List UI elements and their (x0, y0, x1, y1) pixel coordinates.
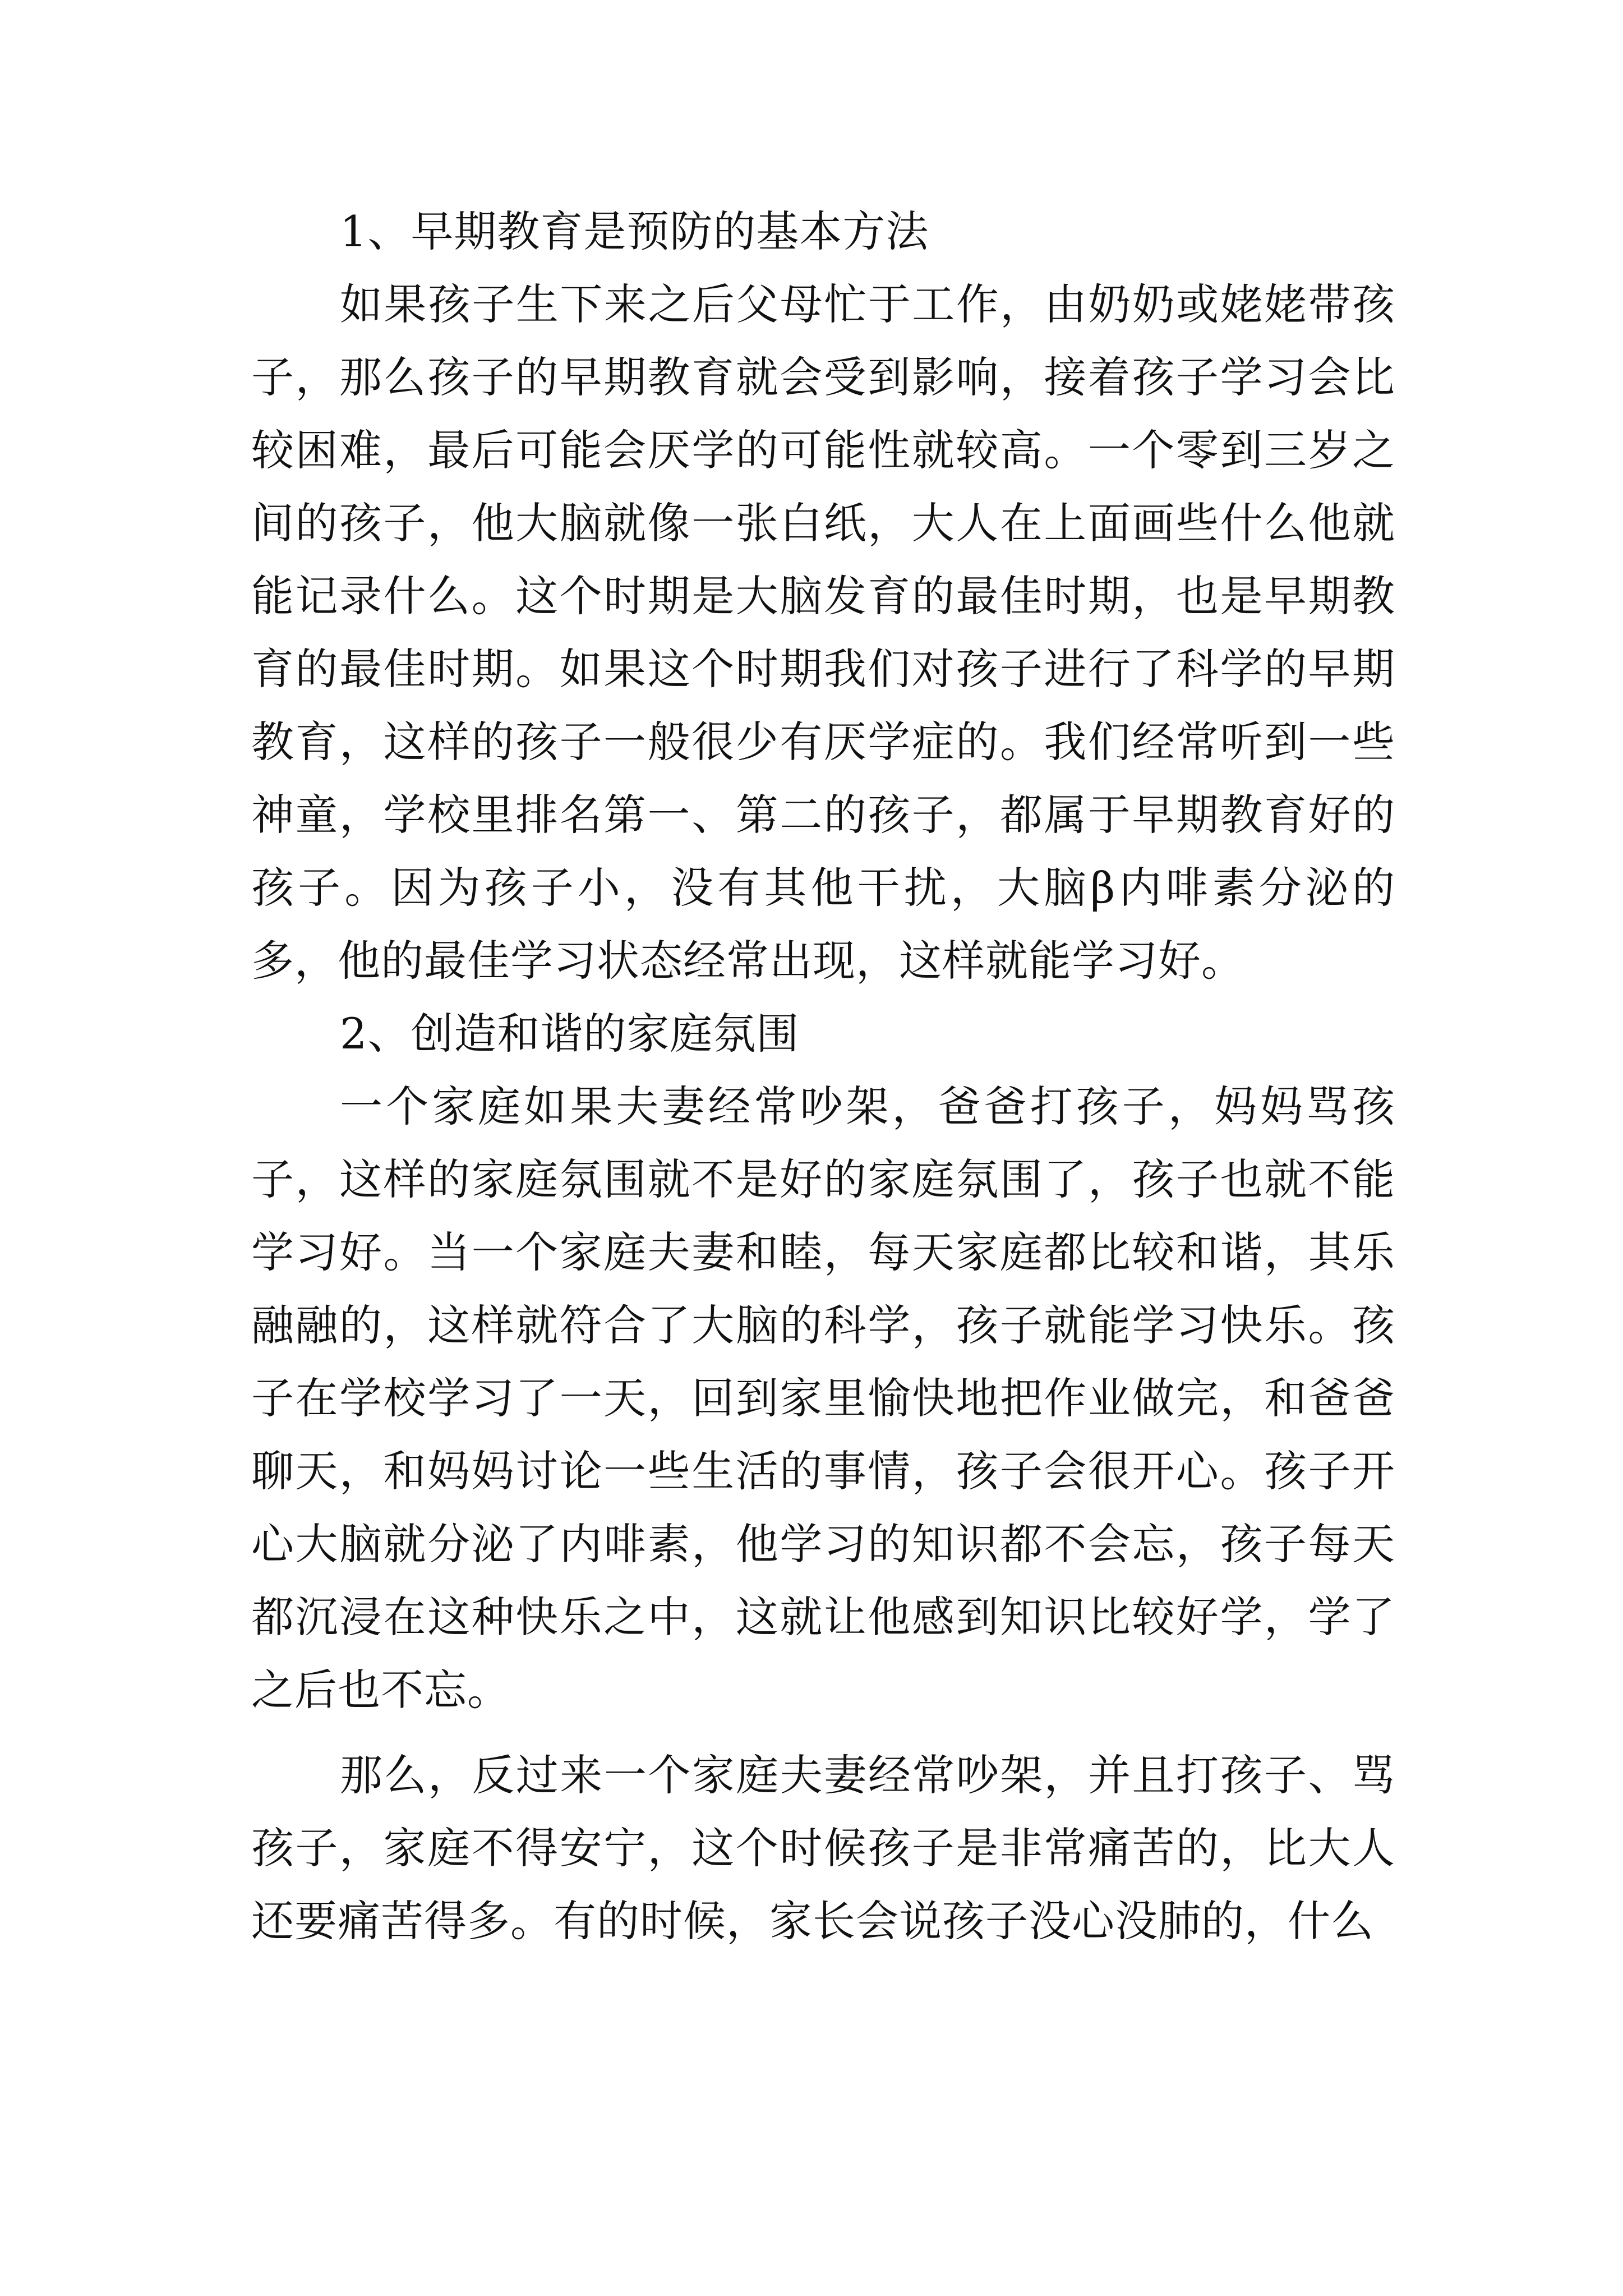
section-heading-early-education: 1、早期教育是预防的基本方法 (340, 206, 929, 256)
document-body (251, 195, 1395, 1958)
section-heading-family-atmosphere: 2、创造和谐的家庭氛围 (340, 1009, 800, 1059)
paragraph-harmonious-family: 一个家庭如果夫妻经常吵架，爸爸打孩子，妈妈骂孩子，这样的家庭氛围就不是好的家庭氛围了，孩子也就不能学习好。当一个家庭夫妻和睦，每天家庭都比较和谐，其乐融融的，这样就符合了大脑的科学，孩子就能学习快乐。孩子在学校学习了一天，回到家里愉快地把作业做完，和爸爸聊天，和妈妈讨论一些生活的事情，孩子会很开心。孩子开心大脑就分泌了内啡素，他学习的知识都不会忘，孩子每天都沉浸在这种快乐之中，这就让他感到知识比较好学，学了之后也不忘。 (251, 1082, 1395, 1715)
paragraph-quarrelling-family: 那么，反过来一个家庭夫妻经常吵架，并且打孩子、骂孩子，家庭不得安宁，这个时候孩子是非常痛苦的，比大人还要痛苦得多。有的时候，家长会说孩子没心没肺的，什么 (251, 1750, 1395, 1946)
paragraph-early-education: 如果孩子生下来之后父母忙于工作，由奶奶或姥姥带孩子，那么孩子的早期教育就会受到影响，接着孩子学习会比较困难，最后可能会厌学的可能性就较高。一个零到三岁之间的孩子，他大脑就像一张白纸，大人在上面画些什么他就能记录什么。这个时期是大脑发育的最佳时期，也是早期教育的最佳时期。如果这个时期我们对孩子进行了科学的早期教育，这样的孩子一般很少有厌学症的。我们经常听到一些神童，学校里排名第一、第二的孩子，都属于早期教育好的孩子。因为孩子小，没有其他干扰，大脑β内啡素分泌的多，他的最佳学习状态经常出现，这样就能学习好。 (251, 279, 1395, 986)
